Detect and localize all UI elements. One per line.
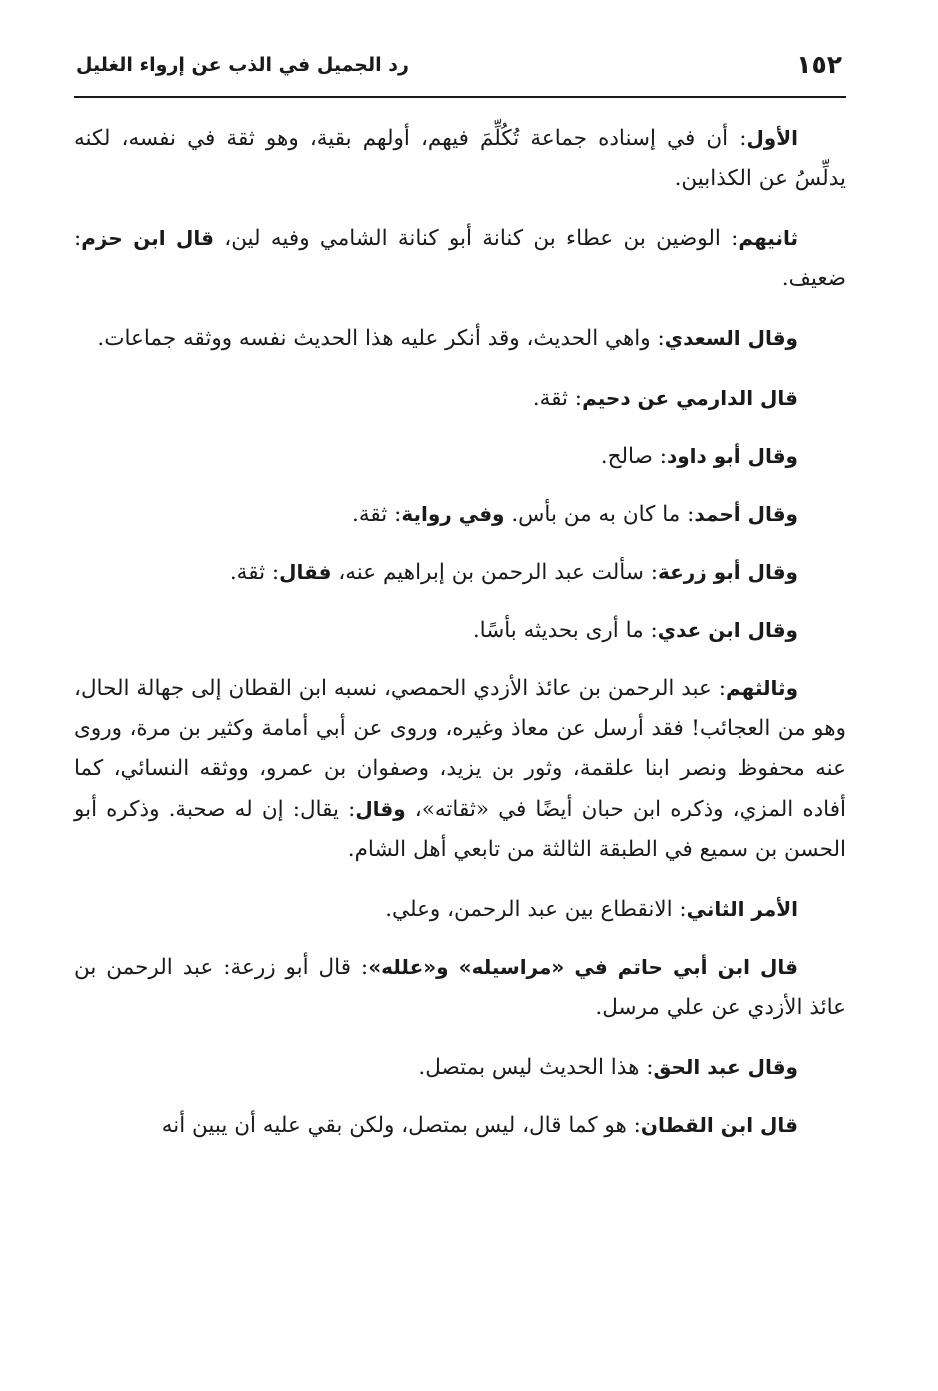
paragraph-text: : أن في إسناده جماعة تُكُلِّمَ فيهم، أولهم بقية، وهو ثقة في نفسه، لكنه يدلِّسُ عن الكذابين. — [74, 126, 846, 191]
paragraph-text: : قال أبو زرعة: عبد الرحمن بن عائذ الأزدي عن علي مرسل. — [74, 955, 846, 1020]
page-body — [74, 118, 846, 1163]
paragraph-text: : ثقة. — [532, 386, 583, 411]
paragraph — [74, 889, 846, 930]
paragraph-label: وقال أبو داود — [666, 444, 798, 468]
paragraph — [74, 118, 846, 199]
page-number: ١٥٢ — [796, 50, 842, 79]
paragraph-label: وقال ابن عدي — [657, 618, 798, 642]
page-header — [74, 44, 846, 96]
paragraph-label: فقال — [279, 560, 332, 584]
paragraph — [74, 947, 846, 1028]
paragraph-label: قال ابن أبي حاتم في «مراسيله» و«علله» — [368, 955, 798, 979]
paragraph-label: وقال — [355, 797, 406, 821]
paragraph — [74, 436, 846, 477]
paragraph-text: : ضعيف. — [74, 226, 846, 291]
paragraph-label: وقال السعدي — [664, 326, 798, 350]
paragraph-text: : هو كما قال، ليس بمتصل، ولكن بقي عليه أن يبين أنه — [161, 1113, 641, 1138]
paragraph-label: وفي رواية — [401, 502, 505, 526]
paragraph-text: : الانقطاع بين عبد الرحمن، وعلي. — [385, 897, 687, 922]
paragraph — [74, 668, 846, 870]
paragraph-text: : ثقة. — [229, 560, 280, 585]
paragraph-text: : ثقة. — [352, 502, 402, 527]
paragraph-text: : عبد الرحمن بن عائذ الأزدي الحمصي، نسبه ابن القطان إلى جهالة الحال، وهو من العجائب! فقد أرسل عن معاذ وغيره، وروى عن أبي أمامة وكثير بن مرة، وروى عنه محفوظ ونصر ابنا علقمة، وثور بن يزيد، وصفوان بن عمرو، ووثقه النسائي، كما أفاده المزي، وذكره ابن حبان أيضًا في «ثقاته»، — [74, 676, 846, 822]
paragraph-label: قال الدارمي عن دحيم — [582, 386, 798, 410]
paragraph — [74, 610, 846, 651]
paragraph — [74, 218, 846, 299]
paragraph-label: ثانيهم — [738, 226, 798, 250]
paragraph-text: : واهي الحديث، وقد أنكر عليه هذا الحديث نفسه ووثقه جماعات. — [97, 326, 665, 351]
paragraph-text: : صالح. — [600, 444, 667, 469]
paragraph — [74, 1105, 846, 1146]
paragraph — [74, 494, 846, 535]
paragraph-text: : هذا الحديث ليس بمتصل. — [418, 1055, 654, 1080]
paragraph-text: : ما أرى بحديثه بأسًا. — [472, 618, 658, 643]
paragraph-label: وقال أحمد — [694, 502, 798, 526]
paragraph-label: وقال أبو زرعة — [657, 560, 798, 584]
paragraph-text: : يقال: إن له صحبة. وذكره أبو الحسن بن سميع في الطبقة الثالثة من تابعي أهل الشام. — [74, 797, 846, 862]
paragraph — [74, 1047, 846, 1088]
paragraph-text: : سألت عبد الرحمن بن إبراهيم عنه، — [331, 560, 658, 585]
paragraph — [74, 552, 846, 593]
paragraph-label: وقال عبد الحق — [653, 1055, 798, 1079]
paragraph — [74, 318, 846, 359]
paragraph-label: وثالثهم — [725, 676, 798, 700]
running-title: رد الجميل في الذب عن إرواء الغليل — [76, 54, 409, 76]
paragraph-label: الأمر الثاني — [686, 897, 798, 921]
paragraph-label: الأول — [746, 126, 798, 150]
paragraph-text: : الوضين بن عطاء بن كنانة أبو كنانة الشامي وفيه لين، — [213, 226, 739, 251]
paragraph — [74, 378, 846, 419]
paragraph-label: قال ابن القطان — [640, 1113, 798, 1137]
paragraph-text: : ما كان به من بأس. — [504, 502, 695, 527]
header-divider — [74, 96, 846, 98]
paragraph-label: قال ابن حزم — [81, 226, 214, 250]
